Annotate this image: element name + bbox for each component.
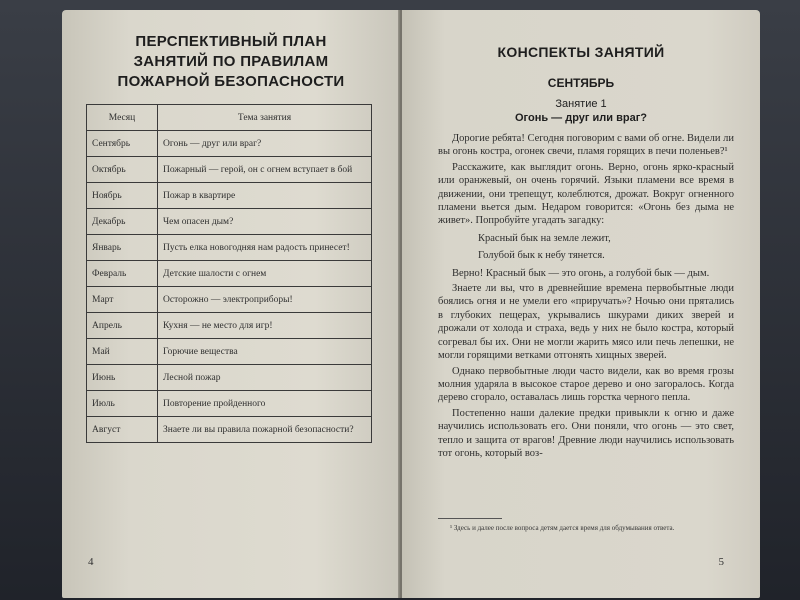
month-cell: Февраль (87, 261, 158, 287)
plan-title-line: ПЕРСПЕКТИВНЫЙ ПЛАН (135, 33, 327, 50)
lesson-title: Огонь — друг или враг? (514, 112, 647, 124)
footnote-divider (438, 518, 502, 519)
paragraph: Знаете ли вы, что в древнейшие времена первобытные люди боялись огня и не умели его «приручать»? Ночью они прятались в глубоких пещерах, укрывались шкурами диких зверей и дрожали от холода и страха, ведь у них не было костра, который согревал бы их. Они не могли жарить мясо или печь лепешки, не могли горящими ветками отгонять хищных зверей. (438, 283, 734, 362)
section-title: КОНСПЕКТЫ ЗАНЯТИЙ (497, 44, 665, 60)
month-cell: Декабрь (87, 209, 158, 235)
topic-cell: Повторение пройденного (158, 391, 372, 417)
header-month: Месяц (87, 105, 158, 131)
left-page (62, 10, 400, 598)
month-cell: Октябрь (87, 157, 158, 183)
plan-table (86, 104, 372, 443)
topic-cell: Детские шалости с огнем (158, 261, 372, 287)
page-number-right: 5 (718, 556, 724, 568)
month-cell: Июль (87, 391, 158, 417)
table-header-row (87, 105, 372, 131)
table-row (87, 157, 372, 183)
month-cell: Март (87, 287, 158, 313)
header-topic: Тема занятия (158, 105, 372, 131)
topic-cell: Лесной пожар (158, 365, 372, 391)
footnote: ¹ Здесь и далее после вопроса детям дается время для обдумывания ответа. (450, 524, 675, 532)
right-page (402, 10, 760, 598)
paragraph: Расскажите, как выглядит огонь. Верно, огонь ярко-красный или оранжевый, он очень горячий. Языки пламени все время в движении, они трепещут, колеблются, дрожат. Вокруг огненного пламени вьется дым. Недаром говорится: «Огонь без дыма не живет». Попробуйте угадать загадку: (438, 161, 734, 227)
table-row (87, 235, 372, 261)
table-row (87, 131, 372, 157)
month-heading: СЕНТЯБРЬ (547, 76, 615, 90)
month-cell: Июнь (87, 365, 158, 391)
topic-cell: Горючие вещества (158, 339, 372, 365)
month-cell: Май (87, 339, 158, 365)
table-row (87, 313, 372, 339)
lesson-body (438, 132, 734, 462)
table-row (87, 261, 372, 287)
plan-title-line: ПОЖАРНОЙ БЕЗОПАСНОСТИ (117, 73, 345, 90)
table-row (87, 365, 372, 391)
topic-cell: Чем опасен дым? (158, 209, 372, 235)
plan-title (62, 32, 400, 92)
topic-cell: Знаете ли вы правила пожарной безопасности? (158, 417, 372, 443)
lesson-number: Занятие 1 (555, 98, 607, 110)
topic-cell: Осторожно — электроприборы! (158, 287, 372, 313)
topic-cell: Пожарный — герой, он с огнем вступает в бой (158, 157, 372, 183)
table-row (87, 209, 372, 235)
riddle-line: Красный бык на земле лежит, (478, 232, 611, 244)
month-cell: Сентябрь (87, 131, 158, 157)
month-cell: Август (87, 417, 158, 443)
page-number-left: 4 (88, 556, 94, 568)
table-row (87, 287, 372, 313)
table-row (87, 339, 372, 365)
topic-cell: Кухня — не место для игр! (158, 313, 372, 339)
table-row (87, 391, 372, 417)
month-cell: Январь (87, 235, 158, 261)
paragraph: Постепенно наши далекие предки привыкли к огню и даже научились использовать его. Они поняли, что огонь — это свет, тепло и защита от врагов! Древние люди научились использовать тот огонь, который воз- (438, 407, 734, 459)
month-cell: Ноябрь (87, 183, 158, 209)
month-cell: Апрель (87, 313, 158, 339)
table-row (87, 183, 372, 209)
topic-cell: Пожар в квартире (158, 183, 372, 209)
riddle-line: Голубой бык к небу тянется. (478, 250, 605, 262)
paragraph: Дорогие ребята! Сегодня поговорим с вами об огне. Видели ли вы огонь костра, огонек свечи, пламя горящих в печи поленьев?¹ (438, 133, 735, 158)
plan-title-line: ЗАНЯТИЙ ПО ПРАВИЛАМ (133, 53, 329, 70)
topic-cell: Огонь — друг или враг? (158, 131, 372, 157)
paragraph: Однако первобытные люди часто видели, как во время грозы молния ударяла в высокое старое дерево и оно загоралось. Когда дерево сгорало, оставалась лишь горстка черного пепла. (438, 365, 734, 404)
paragraph: Верно! Красный бык — это огонь, а голубой бык — дым. (452, 267, 710, 279)
topic-cell: Пусть елка новогодняя нам радость принесет! (158, 235, 372, 261)
table-row (87, 417, 372, 443)
